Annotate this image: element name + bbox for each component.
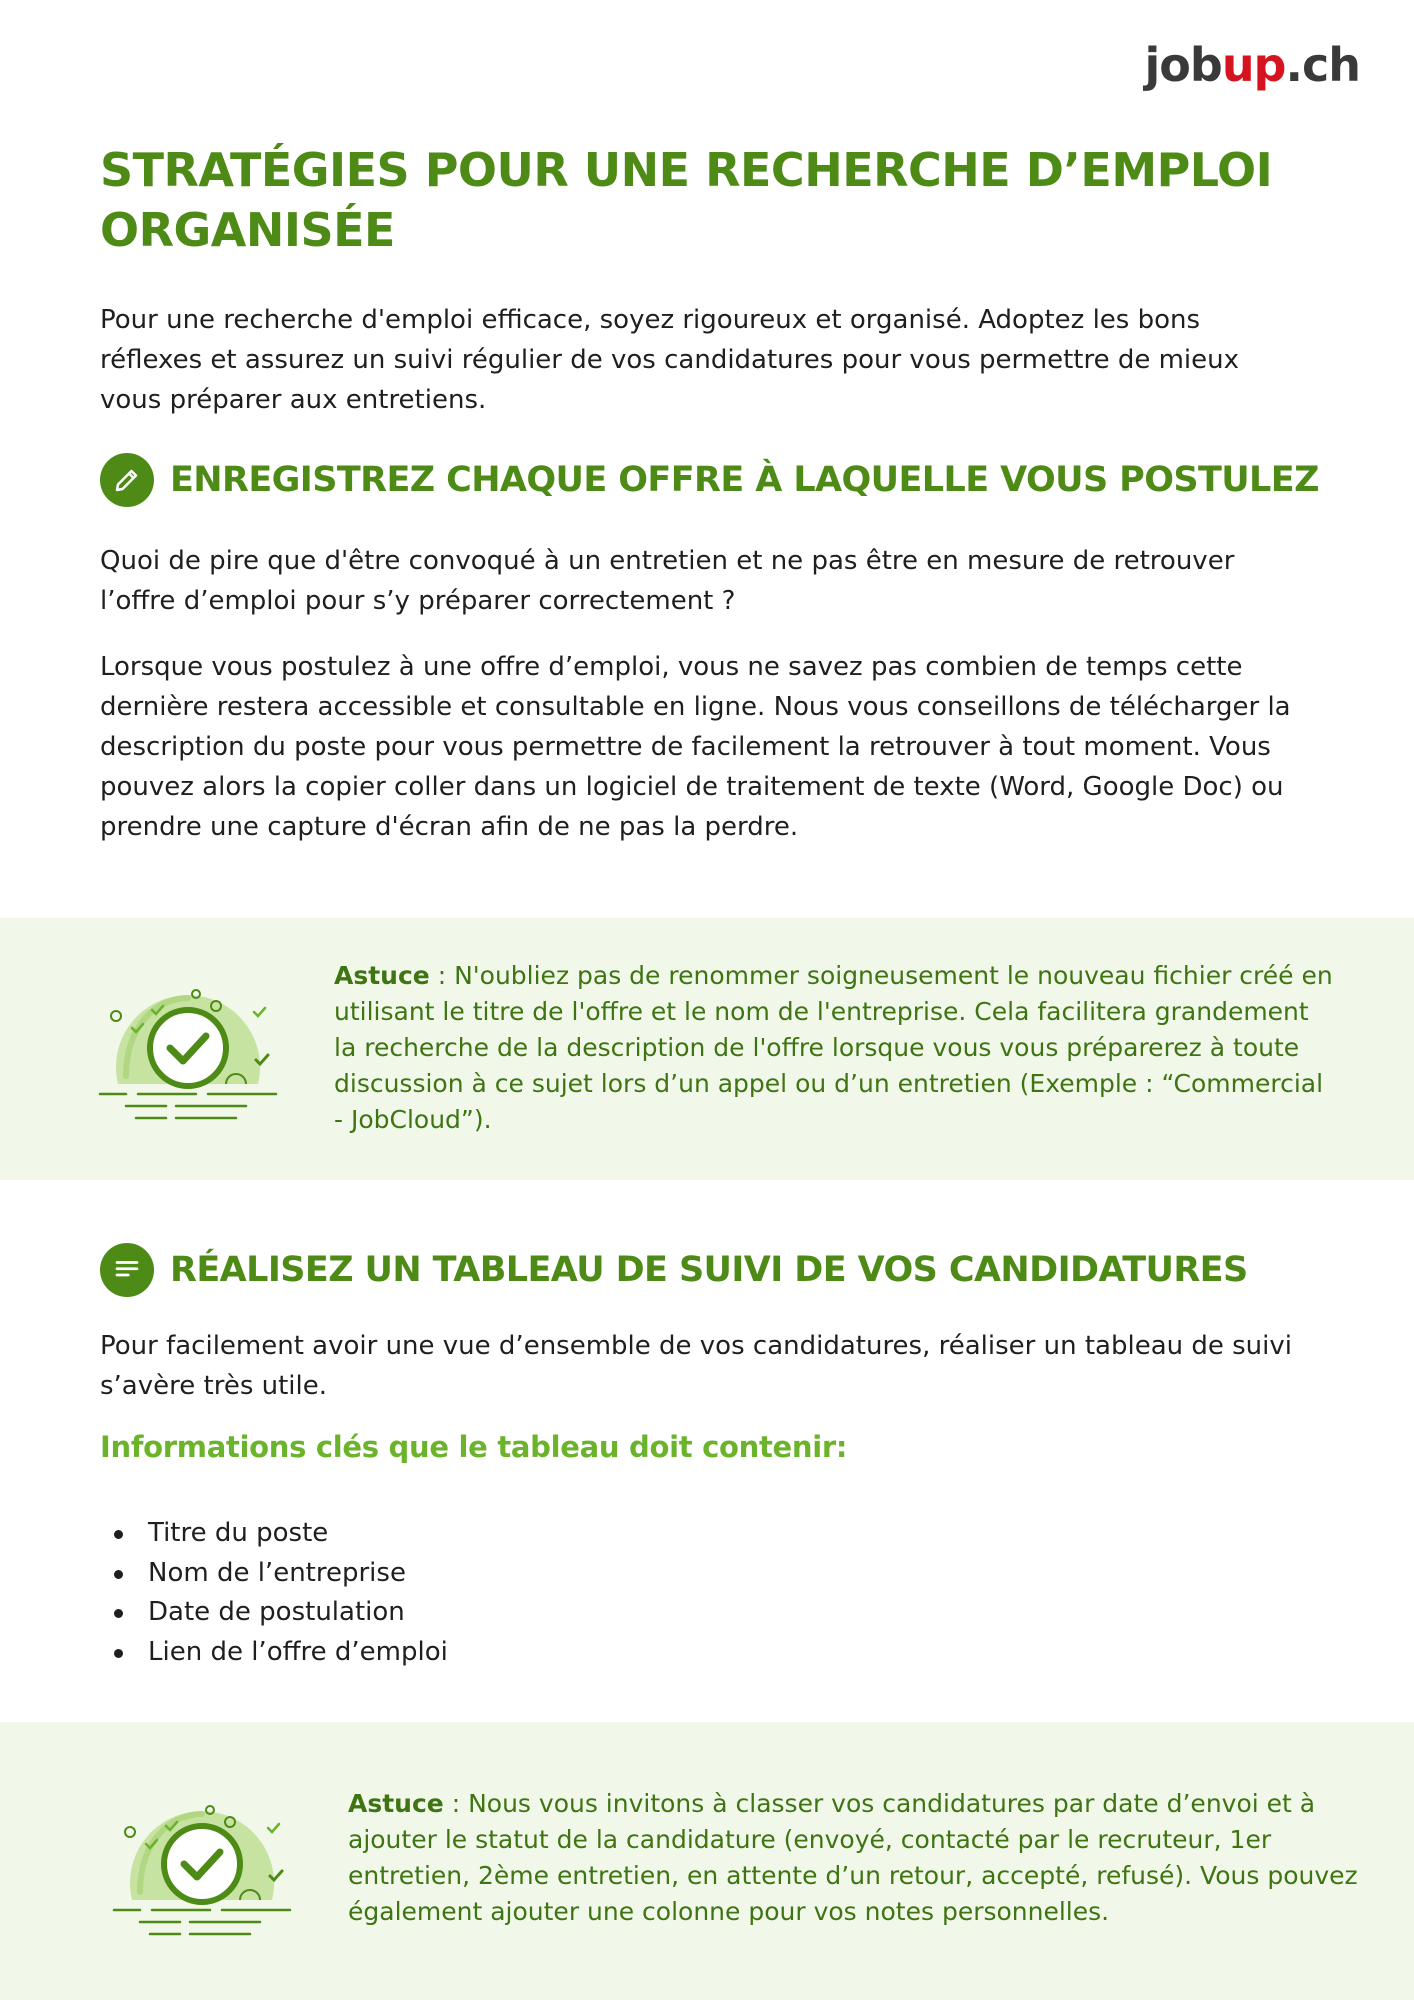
section1-paragraph-2: Lorsque vous postulez à une offre d’emploi, vous ne savez pas combien de temps cette dernière restera accessible et consultable en ligne. Nous vous conseillons de télécharger la description du poste pour vous permettre de facilement la retrouver à tout moment. Vous pouvez alors la copier coller dans un logiciel de traitement de texte (Word, Google Doc) ou prendre une capture d'écran afin de ne pas la perdre. <box>100 652 1291 842</box>
logo-accent: up <box>1221 38 1286 92</box>
list-item: Nom de l’entreprise <box>100 1554 448 1594</box>
section2-heading <box>100 1240 1248 1300</box>
jobup-logo <box>1145 38 1361 92</box>
page-title: STRATÉGIES POUR UNE RECHERCHE D’EMPLOI ORGANISÉE <box>100 143 1273 257</box>
intro-paragraph: Pour une recherche d'emploi efficace, soyez rigoureux et organisé. Adoptez les bons réflexes et assurez un suivi régulier de vos candidatures pour vous permettre de mieux vous préparer aux entretiens. <box>100 305 1240 415</box>
section1-title: ENREGISTREZ CHAQUE OFFRE À LAQUELLE VOUS POSTULEZ <box>170 460 1319 500</box>
section1-heading <box>100 450 1319 510</box>
tip-band-2 <box>0 1722 1414 2000</box>
tip-2-body: : Nous vous invitons à classer vos candidatures par date d’envoi et à ajouter le statut de la candidature (envoyé, contacté par le recruteur, 1er entretien, 2ème entretien, en attente d’un retour, accepté, refusé). Vous pouvez également ajouter une colonne pour vos notes personnelles. <box>348 1789 1358 1926</box>
key-info-subheading: Informations clés que le tableau doit contenir: <box>100 1430 848 1464</box>
section2-title: RÉALISEZ UN TABLEAU DE SUIVI DE VOS CANDIDATURES <box>170 1250 1248 1290</box>
tip-2-label: Astuce <box>348 1789 444 1818</box>
list-item: Lien de l’offre d’emploi <box>100 1633 448 1673</box>
tip-1-label: Astuce <box>334 961 430 990</box>
check-badge-icon <box>110 1792 300 1952</box>
key-info-list <box>100 1514 448 1672</box>
logo-prefix: job <box>1144 38 1222 92</box>
tip-band-1 <box>0 918 1414 1180</box>
check-badge-icon <box>96 976 286 1136</box>
notes-icon <box>100 1243 154 1297</box>
pencil-icon <box>100 453 154 507</box>
logo-suffix: .ch <box>1285 38 1360 92</box>
tip-2-text <box>348 1786 1358 1930</box>
tip-1-body: : N'oubliez pas de renommer soigneusement le nouveau fichier créé en utilisant le titre de l'offre et le nom de l'entreprise. Cela facilitera grandement la recherche de la description de l'offre lorsque vous vous préparerez à toute discussion à ce sujet lors d’un appel ou d’un entretien (Exemple : “Commercial - JobCloud”). <box>334 961 1333 1134</box>
tip-1-text <box>334 958 1334 1138</box>
section1-paragraph-1: Quoi de pire que d'être convoqué à un entretien et ne pas être en mesure de retrouver l’offre d’emploi pour s’y préparer correctement ? <box>100 546 1235 616</box>
section2-paragraph-1: Pour facilement avoir une vue d’ensemble de vos candidatures, réaliser un tableau de suivi s’avère très utile. <box>100 1331 1292 1401</box>
list-item: Titre du poste <box>100 1514 448 1554</box>
list-item: Date de postulation <box>100 1593 448 1633</box>
